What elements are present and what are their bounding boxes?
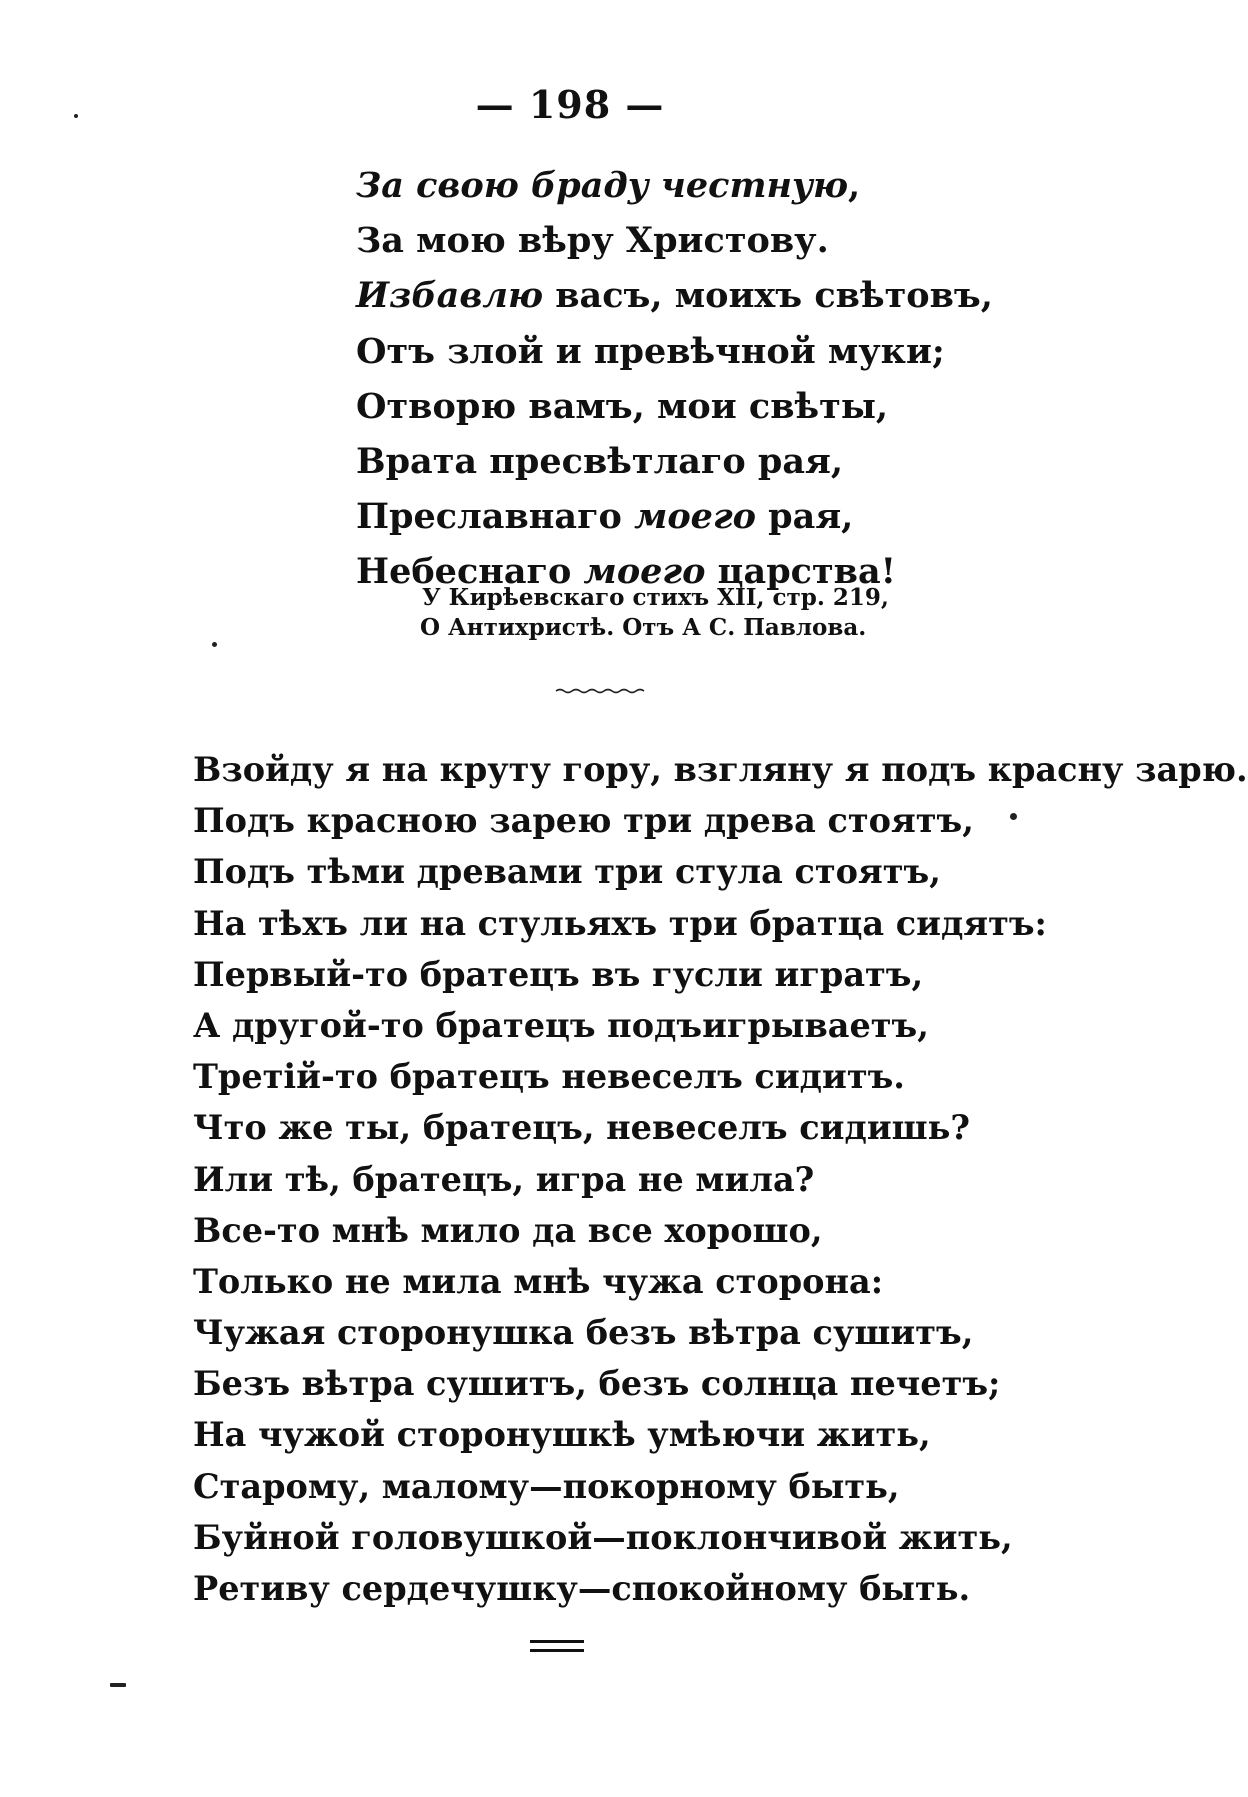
verse-line: Что же ты, братецъ, невеселъ сидишь? (193, 1108, 971, 1148)
verse-line: Первый-то братецъ въ гусли игратъ, (193, 954, 924, 994)
page-number: — 198 — (475, 82, 665, 127)
verse-line: Старому, малому—покорному быть, (193, 1466, 900, 1506)
verse-line: На тѣхъ ли на стульяхъ три братца сидятъ: (193, 903, 1047, 943)
verse-line: Подъ красною зарею три древа стоятъ, (193, 801, 974, 841)
verse-line: Небеснаго моего царства! (356, 551, 897, 593)
verse-line: Безъ вѣтра сушитъ, безъ солнца печетъ; (193, 1364, 1001, 1404)
verse-stanza-1 (356, 158, 993, 600)
verse-line: Все-то мнѣ мило да все хорошо, (193, 1210, 823, 1250)
verse-line: А другой-то братецъ подъигрываетъ, (193, 1005, 929, 1045)
verse-line: Взойду я на круту гору, взгляну я подъ красну зарю. (193, 750, 1248, 789)
verse-line: Чужая сторонушка безъ вѣтра сушитъ, (193, 1313, 974, 1353)
verse-line: Ретиву сердечушку—спокойному быть. (193, 1569, 971, 1608)
source-citation (420, 583, 889, 643)
verse-line: Отъ злой и превѣчной муки; (356, 330, 945, 372)
verse-line: Только не мила мнѣ чужа сторона: (193, 1261, 884, 1301)
rule-line (530, 1640, 584, 1643)
verse-line: Отворю вамъ, мои свѣты, (356, 385, 889, 427)
source-line: У Кирѣевскаго стихъ XII, стр. 219, (422, 584, 889, 611)
verse-line: За мою вѣру Христову. (356, 220, 829, 262)
end-rule (530, 1640, 584, 1652)
verse-line: Или тѣ, братецъ, игра не мила? (193, 1159, 815, 1199)
print-speck (110, 1683, 126, 1687)
verse-line: Подъ тѣми древами три стула стоятъ, (193, 852, 941, 892)
verse-line: Избавлю васъ, моихъ свѣтовъ, (356, 275, 993, 317)
verse-line: Врата пресвѣтлаго рая, (356, 440, 844, 482)
rule-line (530, 1649, 584, 1652)
verse-line: На чужой сторонушкѣ умѣючи жить, (193, 1415, 931, 1455)
print-speck (212, 642, 217, 647)
verse-line: Преславнаго моего рая, (356, 496, 854, 538)
source-line: О Антихристѣ. Отъ А С. Павлова. (420, 614, 867, 641)
verse-line: Третій-то братецъ невеселъ сидитъ. (193, 1057, 905, 1097)
print-speck (1010, 813, 1017, 820)
section-separator (556, 688, 644, 694)
print-speck (74, 114, 78, 118)
verse-line: Буйной головушкой—поклончивой жить, (193, 1517, 1013, 1557)
verse-line: За свою браду честную, (356, 165, 861, 206)
verse-stanza-2 (193, 744, 1248, 1614)
